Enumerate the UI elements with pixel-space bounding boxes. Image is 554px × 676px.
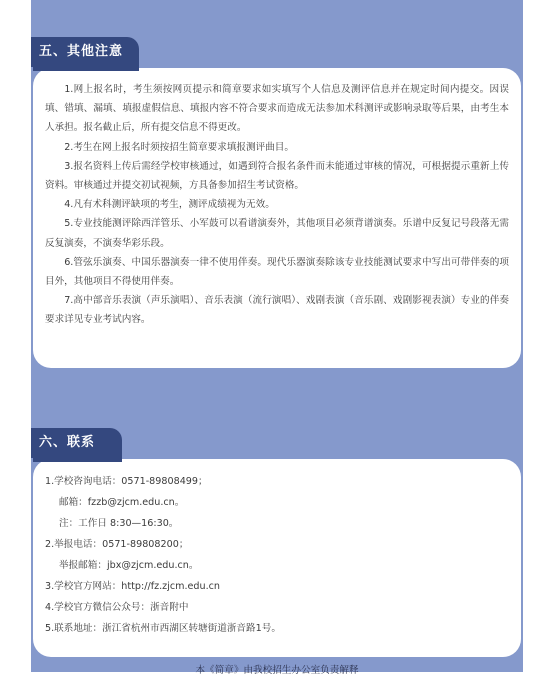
contact-note: 注：工作日 8:30—16:30。 [59,518,179,529]
notes-card [33,68,521,368]
section-title-notes: 五、其他注意事项 [31,37,139,67]
contact-wechat: 4.学校官方微信公众号：浙音附中 [45,602,189,613]
contact-card [33,459,521,657]
page-background [31,0,523,676]
contact-line: 1.学校咨询电话：0571-89808499； [45,476,208,487]
contact-email: 邮箱：fzzb@zjcm.edu.cn。 [59,497,185,508]
section-title-contact: 六、联系方式 [31,428,122,458]
note-item: 6.管弦乐演奏、中国乐器演奏一律不使用伴奏。现代乐器演奏除该专业技能测试要求中写出可带伴奏的项目外，其他项目不得使用伴奏。 [45,256,509,288]
note-item: 4.凡有术科测评缺项的考生，测评成绩视为无效。 [64,199,275,211]
note-item: 5.专业技能测评除西洋管乐、小军鼓可以看谱演奏外，其他项目必须背谱演奏。乐谱中反复记号段落无需反复演奏，不演奏华彩乐段。 [45,218,509,249]
note-item: 7.高中部音乐表演（声乐演唱）、音乐表演（流行演唱）、戏剧表演（音乐剧、戏剧影视表演）专业的伴奏要求详见专业考试内容。 [45,295,509,326]
report-email: 举报邮箱：jbx@zjcm.edu.cn。 [59,560,199,571]
note-item: 2.考生在网上报名时须按招生简章要求填报测评曲目。 [64,141,294,153]
note-item: 1.网上报名时，考生须按网页提示和简章要求如实填写个人信息及测评信息并在规定时间内提交。因误填、错填、漏填、填报虚假信息、填报内容不符合要求而造成无法参加术科测评或影响录取等后果，由考生本人承担。报名截止后，所有提交信息不得更改。 [45,84,509,134]
contact-website: 3.学校官方网站：http://fz.zjcm.edu.cn [45,581,221,592]
contact-line: 2.举报电话：0571-89808200； [45,539,189,550]
footer-note: 本《简章》由我校招生办公室负责解释 [195,665,359,676]
contact-address: 5.联系地址：浙江省杭州市西湖区转塘街道浙音路1号。 [45,623,281,634]
note-item: 3.报名资料上传后需经学校审核通过，如遇到符合报名条件而未能通过审核的情况，可根据提示重新上传资料。审核通过并提交初试视频，方具备参加招生考试资格。 [45,160,509,192]
